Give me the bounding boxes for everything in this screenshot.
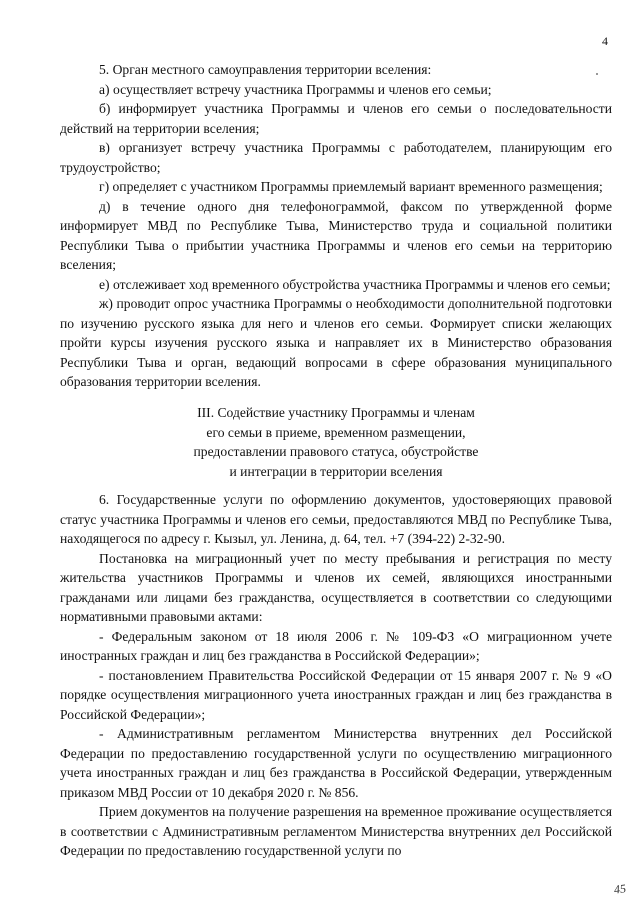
section-heading (60, 403, 612, 481)
paragraph-temporary-residence: Прием документов на получение разрешения на временное проживание осуществляется в соответствии с Административным регламентом Министерства внутренних дел Российской Федерации по предоставлению государственной услуги по (60, 804, 613, 858)
section-heading-line: и интеграции в территории вселения (229, 463, 443, 479)
paragraph-item-6: 6. Государственные услуги по оформлению документов, удостоверяющих правовой статус участника Программы и членов его семьи, предоставляются МВД по Республике Тыва, находящегося по адресу г. Кызыл, ул. Ленина, д. 64, тел. +7 (394-22) 2-32-90. (60, 492, 612, 546)
paragraph-subitem-b: б) информирует участника Программы и членов его семьи о последовательности действий на территории вселения; (60, 101, 612, 136)
list-item-federal-law: - Федеральным законом от 18 июля 2006 г. № 109-ФЗ «О миграционном учете иностранных граждан и лиц без гражданства в Российской Федерации»; (60, 628, 612, 663)
list-item-government-decree: - постановлением Правительства Российской Федерации от 15 января 2007 г. № 9 «О порядке осуществления миграционного учета иностранных граждан и лиц без гражданства в Российской Федерации»; (60, 667, 612, 722)
section-bottom-text (60, 490, 612, 861)
section-heading-line: его семьи в приеме, временном размещении, (206, 424, 466, 440)
section-top-text (60, 60, 612, 392)
paragraph-subitem-d: д) в течение одного дня телефонограммой, факсом по утвержденной форме информирует МВД по Республике Тыва, Министерство труда и социальной политики Республики Тыва о прибытии участника Программы и членов его семьи на территорию вселения; (60, 198, 612, 272)
page-number: 4 (602, 34, 608, 48)
paragraph-subitem-g: г) определяет с участником Программы приемлемый вариант временного размещения; (99, 179, 603, 194)
section-heading-line: III. Содействие участнику Программы и членам (197, 405, 475, 420)
handwritten-page-mark: 45 (613, 881, 627, 897)
paragraph-subitem-a: а) осуществляет встречу участника Программы и членов его семьи; (99, 81, 492, 97)
paragraph-subitem-e: е) отслеживает ход временного обустройства участника Программы и членов его семьи; (99, 276, 611, 292)
scan-speck (596, 73, 598, 75)
paragraph-subitem-zh: ж) проводит опрос участника Программы о необходимости дополнительной подготовки по изучению русского языка для него и членов его семьи. Формирует списки желающих пройти курсы изучения русского языка и направляет их в Министерство образования Республики Тыва и орган, ведающий вопросами в сфере образования муниципального образования территории вселения. (60, 296, 612, 389)
paragraph-migration-registration: Постановка на миграционный учет по месту пребывания и регистрация по месту жительства участников Программы и членов их семей, являющихся иностранными гражданами или лицами без гражданства, осуществляется в соответствии со следующими нормативными правовыми актами: (60, 550, 612, 624)
paragraph-subitem-v: в) организует встречу участника Программы с работодателем, планирующим его трудоустройство; (60, 140, 612, 175)
section-heading-line: предоставлении правового статуса, обустройстве (193, 444, 479, 459)
list-item-administrative-regulation: - Административным регламентом Министерства внутренних дел Российской Федерации по предоставлению государственной услуги по осуществлению миграционного учета иностранных граждан и лиц без гражданства в Российской Федерации, утвержденным приказом МВД России от 10 декабря 2020 г. № 856. (60, 726, 612, 800)
paragraph-item-5: 5. Орган местного самоуправления территории вселения: (99, 62, 432, 77)
